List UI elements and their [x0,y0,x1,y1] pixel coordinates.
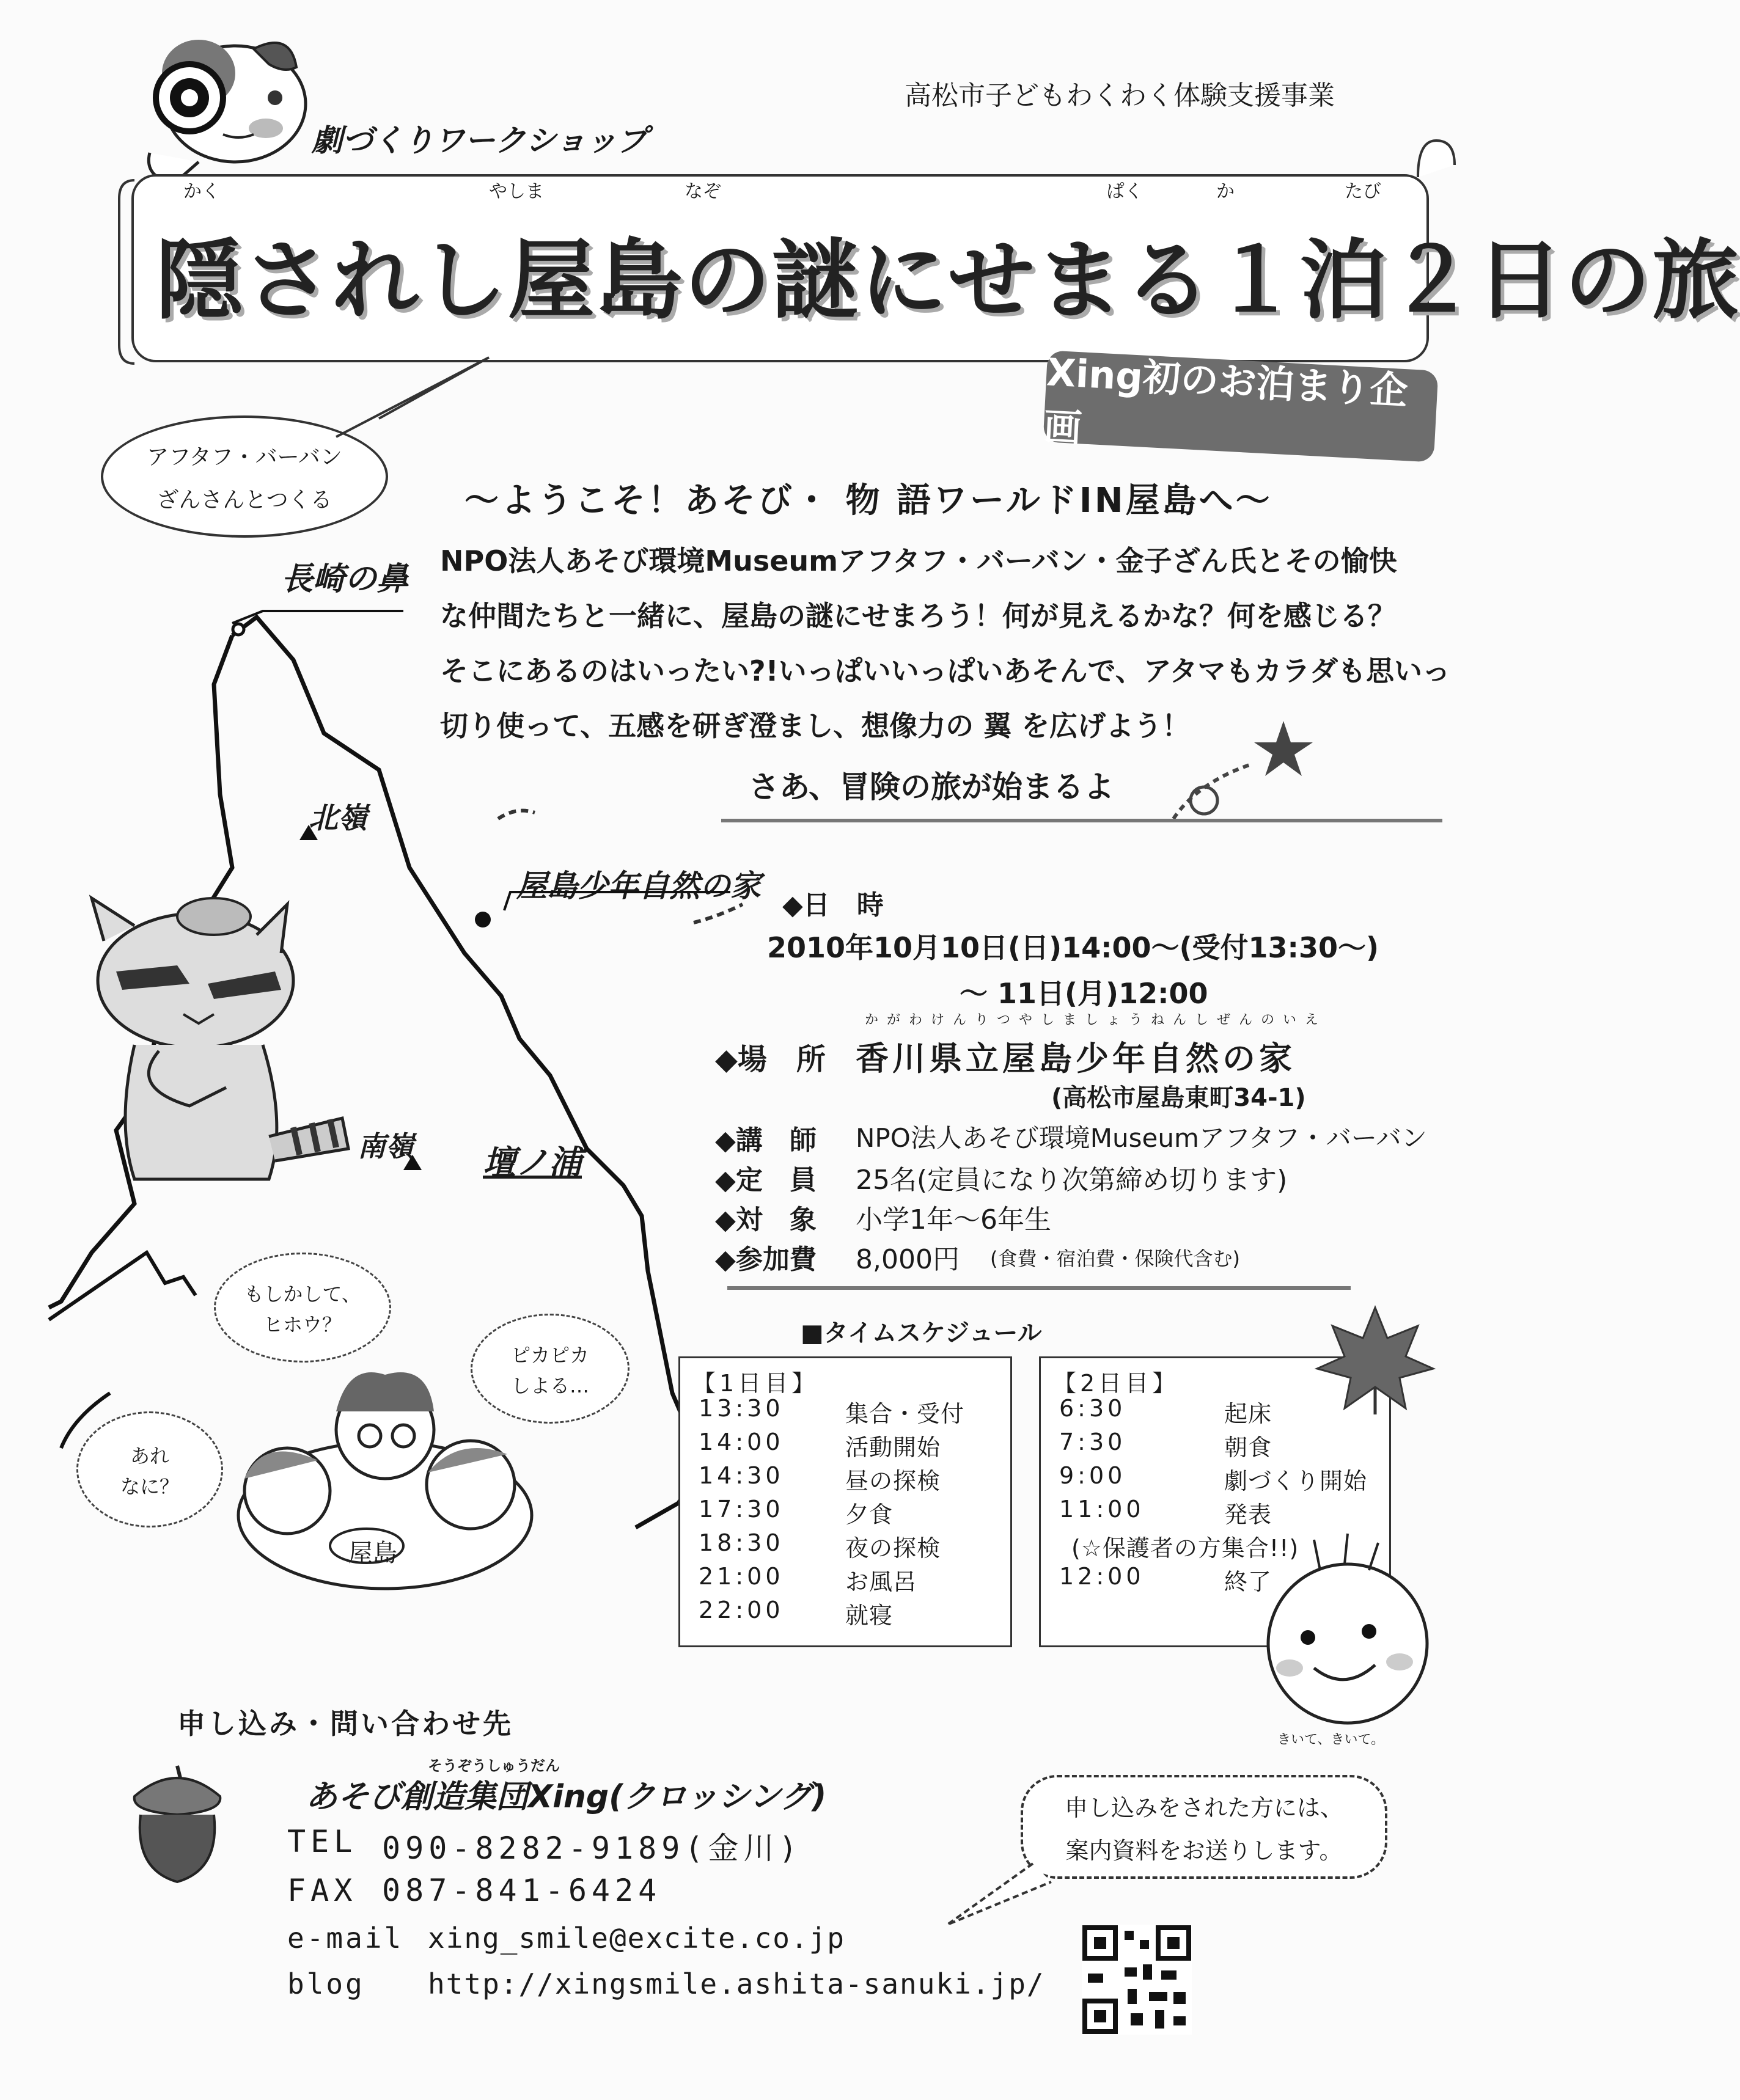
ruby-text: やしま [489,181,544,202]
map-label-dannoura: 壇ノ浦 [483,1143,582,1182]
day2-title: 【2日目】 [1053,1370,1180,1397]
bubble-line: あれ [130,1444,169,1468]
fee-value: 8,000円 [856,1244,960,1275]
date-line-1: 2010年10月10日(日)14:00～(受付13:30～) [767,931,1379,964]
title-ruby [141,176,1424,207]
separator-line [727,1286,1351,1290]
schedule-heading: ■タイムスケジュール [801,1319,1042,1347]
bubble-line: なに？ [120,1475,179,1498]
intro-final: さあ、冒険の旅が始まるよ [749,769,1114,805]
badge-text: Xing初のお泊まり企画 [1042,349,1409,451]
bubble-line: ピカピカ [510,1344,589,1367]
map-label-shizen-no-ie: 屋島少年自然の家 [516,868,761,904]
schedule-time: 12:00 [1059,1563,1145,1590]
place-label: ◆場 所 [715,1042,826,1077]
schedule-event: 劇づくり開始 [1224,1468,1368,1495]
group-ruby: そうぞうしゅうだん [428,1757,560,1774]
bubble-line: しよる… [510,1374,589,1397]
schedule-event: 昼の探検 [845,1468,941,1495]
schedule-event: 発表 [1224,1501,1272,1528]
schedule-event: お風呂 [845,1568,917,1595]
map-label-nagasaki: 長崎の鼻 [281,561,409,598]
schedule-time: 22:00 [699,1597,784,1623]
schedule-event: 起床 [1224,1400,1272,1427]
schedule-event: 集合・受付 [845,1400,965,1427]
bubble-line: ヒホウ？ [263,1313,342,1336]
dog-mascot-icon [131,31,315,189]
acorn-icon [122,1760,232,1888]
capacity-label: ◆定 員 [715,1165,817,1196]
schedule-time: 7:30 [1059,1429,1126,1455]
schedule-time: 14:00 [699,1429,784,1455]
bubble-line: ざんさんとつくる [156,488,332,513]
schedule-event: 朝食 [1224,1434,1272,1461]
group-name: あそび創造集団Xing(クロッシング) [306,1779,827,1815]
ruby-text: ぱく [1106,181,1143,202]
day1-title: 【1日目】 [692,1370,819,1397]
bubble-line: もしかして、 [244,1282,361,1306]
schedule-time: 14:30 [699,1462,784,1489]
ruby-text: か [1216,181,1235,202]
facility-pointer-icon [486,800,755,935]
welcome-line: ～ようこそ！あそび・ 物 語ワールドIN屋島へ～ [464,481,1272,521]
intro-line-4: 切り使って、五感を研ぎ澄まし、想像力の 翼 を広げよう！ [440,709,1191,742]
note-line: 案内資料をお送りします。 [1065,1837,1343,1864]
map-label-yashima: 屋島 [348,1539,397,1567]
schedule-time: 17:30 [699,1496,784,1523]
fax-number: 087-841-6424 [382,1873,662,1908]
schedule-event: 就寝 [845,1602,894,1629]
tel-label: TEL [287,1824,358,1859]
schedule-time: 11:00 [1059,1496,1145,1523]
capacity-value: 25名(定員になり次第締め切ります) [856,1165,1288,1196]
maple-leaf-icon [1314,1301,1436,1418]
leader-line-icon [226,605,409,629]
map-label-nanrei: 南嶺 [358,1130,414,1163]
intro-line-1: NPO法人あそび環境Museumアフタフ・バーバン・金子ざん氏とその愉快 [440,544,1397,577]
map-label-hokurei: 北嶺 [309,801,368,835]
fax-label: FAX [287,1873,358,1908]
contact-heading: 申し込み・問い合わせ先 [177,1707,513,1740]
application-note-bubble [1021,1775,1387,1879]
organizer-text: 高松市子どもわくわく体験支援事業 [905,80,1335,111]
bubble-line: アフタフ・バーバン [147,445,342,470]
place-name: 香川県立屋島少年自然の家 [856,1039,1296,1078]
email-link[interactable]: xing_smile@excite.co.jp [428,1922,845,1955]
raccoon-character-icon [67,892,348,1222]
ruby-text: たび [1345,181,1381,202]
schedule-time: 9:00 [1059,1462,1126,1489]
fee-label: ◆参加費 [715,1244,817,1275]
schedule-event: 夕食 [845,1501,894,1528]
smiling-face-icon [1247,1527,1448,1729]
first-overnight-badge [1043,350,1439,462]
tel-number[interactable]: 090-8282-9189(金川) [382,1831,802,1866]
separator-line [721,819,1442,822]
teacher-name: NPO法人あそび環境Museumアフタフ・バーバン [856,1123,1427,1153]
place-ruby: かがわけんりつやしましょうねんしぜんのいえ [865,1012,1327,1028]
ruby-text: なぞ [685,181,721,202]
face-caption: きいて、きいて。 [1277,1732,1385,1747]
schedule-time: 13:30 [699,1395,784,1422]
target-label: ◆対 象 [715,1204,817,1235]
qr-code-icon[interactable] [1082,1925,1192,2035]
note-line: 申し込みをされた方には、 [1064,1795,1343,1821]
schedule-day1 [678,1356,1012,1647]
speech-bubble-are [76,1411,223,1527]
ruby-text: かく [183,181,220,202]
target-value: 小学1年～6年生 [856,1204,1051,1235]
place-address: (高松市屋島東町34-1) [1051,1084,1306,1112]
intro-line-2: な仲間たちと一緒に、屋島の謎にせまろう！何が見えるかな？何を感じる？ [440,599,1396,632]
date-label: ◆日 時 [782,890,884,921]
intro-line-3: そこにあるのはいったい?!いっぱいいっぱいあそんで、アタマもカラダも思いっ [440,654,1451,687]
schedule-time: 6:30 [1059,1395,1126,1422]
date-line-2: ～ 11日(月)12:00 [960,977,1208,1010]
workshop-subtitle: 劇づくりワークショップ [312,123,647,158]
page-title: 隠されし屋島の謎にせまる１泊２日の旅 [156,230,1740,331]
shooting-star-icon [1161,709,1320,831]
schedule-time: 21:00 [699,1563,784,1590]
blog-link[interactable]: http://xingsmile.ashita-sanuki.jp/ [428,1967,1045,2000]
schedule-event: 夜の探検 [845,1535,941,1562]
schedule-event: 活動開始 [845,1434,941,1461]
fee-note: (食費・宿泊費・保険代含む) [990,1247,1240,1270]
teacher-label: ◆講 師 [715,1125,817,1156]
speech-bubble-hihou [214,1253,391,1363]
schedule-event: (☆保護者の方集合!!) [1071,1535,1299,1562]
email-label: e-mail [287,1922,404,1955]
schedule-event: 終了 [1224,1568,1272,1595]
schedule-time: 18:30 [699,1529,784,1556]
bubble-tail-icon [324,351,495,449]
note-bubble-tail-icon [941,1857,1063,1931]
blog-label: blog [287,1967,365,2000]
